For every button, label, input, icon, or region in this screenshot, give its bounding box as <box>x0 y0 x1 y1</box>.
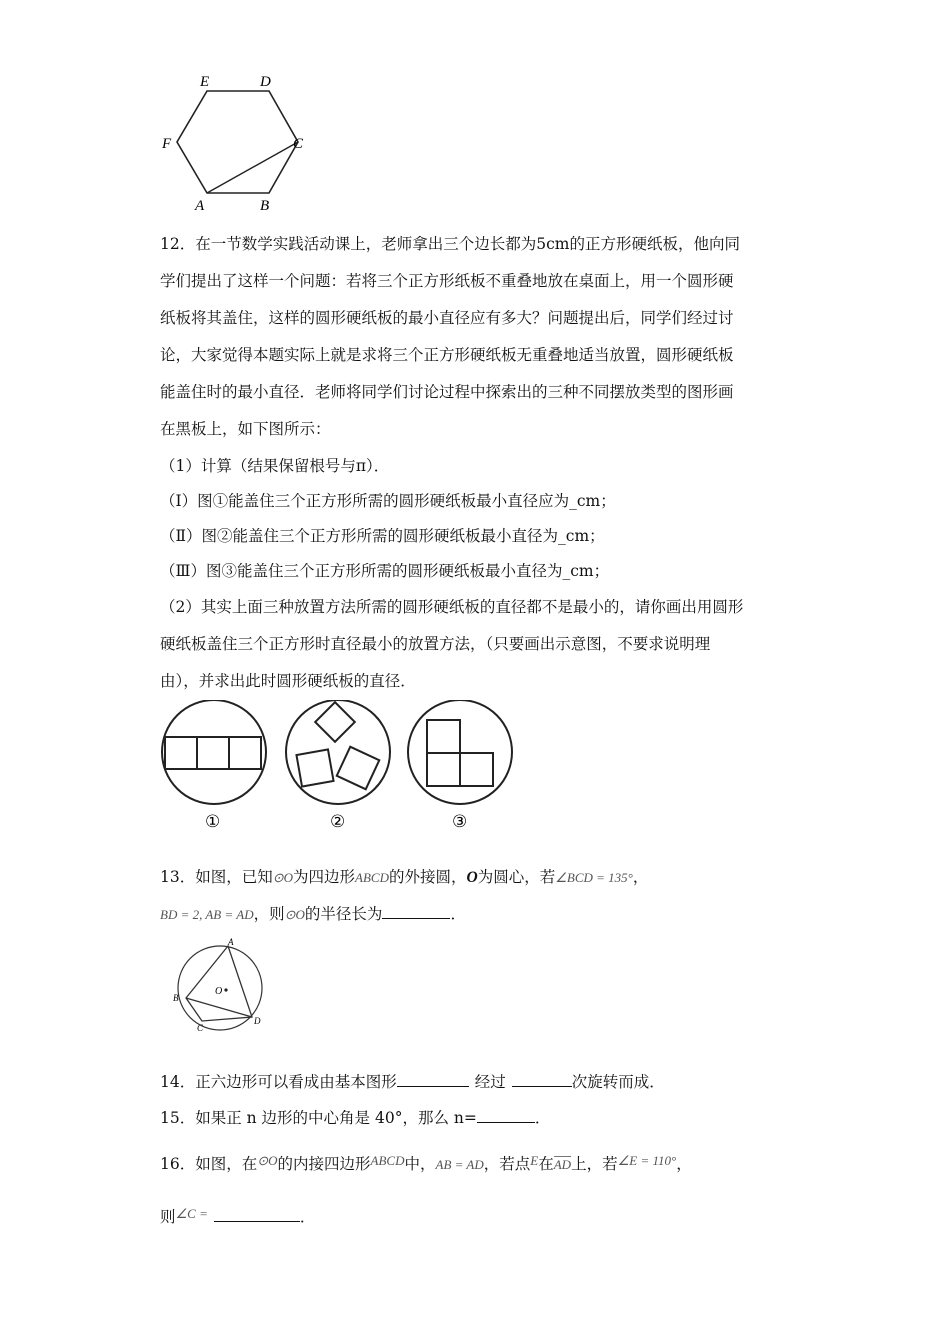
q13-text-5: ，则 <box>253 905 285 923</box>
q16-e: E <box>530 1153 539 1168</box>
q16-text-1: 16．如图，在 <box>160 1155 258 1173</box>
fig3-label: ③ <box>452 812 468 831</box>
q13-text-3: 的外接圆， <box>388 868 467 886</box>
q16-text-7: 则 <box>160 1208 176 1226</box>
q16-text-5: 在 <box>538 1155 554 1173</box>
q12-part2-line-3: 由），并求出此时圆形硬纸板的直径． <box>160 672 416 690</box>
label-F: F <box>162 136 172 152</box>
fig1-square-3 <box>229 737 261 769</box>
q16-arc-ad: AD <box>553 1157 572 1172</box>
q12-line-5: 能盖住时的最小直径．老师将同学们讨论过程中探索出的三种不同摆放类型的图形画 <box>160 383 734 401</box>
q12-figures <box>155 700 525 835</box>
hexagon-shape <box>177 91 298 193</box>
q13-period: ． <box>450 905 466 923</box>
q16-text-2: 的内接四边形 <box>277 1155 371 1173</box>
q13-o: O <box>466 869 478 886</box>
q13-line-2 <box>160 902 466 926</box>
q13-circle-o-2: ⊙O <box>284 907 305 922</box>
fig2-square-right <box>337 747 380 790</box>
q12-part2-line-2: 硬纸板盖住三个正方形时直径最小的放置方法，（只要画出示意图，不要求说明理 <box>160 635 711 653</box>
q16-text-6: 上，若 <box>571 1155 618 1173</box>
q13-answer-blank[interactable] <box>382 902 450 919</box>
q13-label-O: O <box>215 986 223 997</box>
label-C: C <box>293 136 304 152</box>
q13-figure <box>168 935 273 1035</box>
q13-label-B: B <box>173 993 179 1003</box>
q13-label-D: D <box>254 1016 261 1026</box>
fig2-square-top <box>315 702 355 742</box>
hexagon-figure <box>155 65 325 215</box>
fig1-label: ① <box>205 812 221 831</box>
fig2-label: ② <box>330 812 346 831</box>
q16-line-1 <box>160 1153 692 1176</box>
fig1-square-1 <box>165 737 197 769</box>
fig2-square-left <box>296 749 333 786</box>
q15-line <box>160 1106 550 1129</box>
q14-text-2: 经过 <box>474 1073 506 1091</box>
fig3-square-bottom-right <box>460 753 493 786</box>
q12-line-1: 12．在一节数学实践活动课上，老师拿出三个边长都为5cm的正方形硬纸板，他向同 <box>160 235 740 253</box>
q13-label-A: A <box>228 937 234 947</box>
q13-comma: ， <box>632 868 649 886</box>
q14-text-1: 14．正六边形可以看成由基本图形 <box>160 1073 397 1091</box>
q16-angle-c: ∠C = <box>175 1206 208 1221</box>
q12-line-3: 纸板将其盖住，这样的圆形硬纸板的最小直径应有多大？问题提出后，同学们经过讨 <box>160 309 734 327</box>
q16-period: ． <box>299 1208 316 1226</box>
fig1-square-2 <box>197 737 229 769</box>
q16-text-3: 中， <box>404 1155 436 1173</box>
q12-part1: （1）计算（结果保留根号与π）． <box>160 457 390 475</box>
q16-angle-e: ∠E = 110° <box>617 1153 677 1168</box>
q12-line-4: 论，大家觉得本题实际上就是求将三个正方形硬纸板无重叠地适当放置，圆形硬纸板 <box>160 346 734 364</box>
q13-center-dot <box>224 988 227 991</box>
q13-text-4: 为圆心，若 <box>477 868 556 886</box>
q14-blank-1[interactable] <box>397 1070 469 1087</box>
q13-circle-o: ⊙O <box>272 870 294 885</box>
q15-period: ． <box>534 1109 551 1127</box>
q15-text-1: 15．如果正 n 边形的中心角是 40°，那么 n= <box>160 1109 477 1127</box>
q15-blank[interactable] <box>477 1106 535 1123</box>
q14-line <box>160 1070 665 1093</box>
q16-ab-ad: AB = AD <box>435 1157 484 1172</box>
q13-text-6: 的半径长为 <box>304 905 383 923</box>
q13-text-1: 13．如图，已知 <box>160 868 273 886</box>
q13-angle: ∠BCD = 135° <box>555 870 633 885</box>
q13-abcd: ABCD <box>355 870 389 885</box>
q16-answer-blank[interactable] <box>214 1205 300 1222</box>
q14-text-3: 次旋转而成． <box>571 1073 665 1091</box>
fig3-square-bottom-left <box>427 753 460 786</box>
q16-circle-o: ⊙O <box>257 1153 278 1168</box>
label-E: E <box>200 74 210 90</box>
q13-line-1 <box>160 866 648 889</box>
label-D: D <box>260 74 271 90</box>
q13-text-2: 为四边形 <box>293 868 356 886</box>
q16-text-4: ，若点 <box>483 1155 531 1173</box>
q14-blank-2[interactable] <box>512 1070 572 1087</box>
q12-part2-line-1: （2）其实上面三种放置方法所需的圆形硬纸板的直径都不是最小的，请你画出用圆形 <box>160 598 744 616</box>
q12-part1-i: （Ⅰ）图①能盖住三个正方形所需的圆形硬纸板最小直径应为_cm； <box>160 492 616 510</box>
q16-comma: ， <box>676 1155 692 1173</box>
q12-part1-iii: （Ⅲ）图③能盖住三个正方形所需的圆形硬纸板最小直径为_cm； <box>160 562 610 580</box>
label-A: A <box>195 198 205 214</box>
label-B: B <box>260 198 270 214</box>
q13-label-C: C <box>197 1023 204 1033</box>
q13-quadrilateral <box>186 946 252 1021</box>
q13-diagonal-bd <box>186 998 252 1017</box>
q12-line-2: 学们提出了这样一个问题：若将三个正方形纸板不重叠地放在桌面上，用一个圆形硬 <box>160 272 734 290</box>
q12-line-6: 在黑板上，如下图所示： <box>160 420 331 438</box>
q16-abcd: ABCD <box>370 1153 405 1168</box>
q16-line-2 <box>160 1205 315 1229</box>
fig1-circle <box>162 700 266 804</box>
fig3-square-top <box>427 720 460 753</box>
q13-bd-ab: BD = 2, AB = AD <box>160 907 254 922</box>
fig2-circle <box>286 700 390 804</box>
q12-part1-ii: （Ⅱ）图②能盖住三个正方形所需的圆形硬纸板最小直径为_cm； <box>160 527 605 545</box>
